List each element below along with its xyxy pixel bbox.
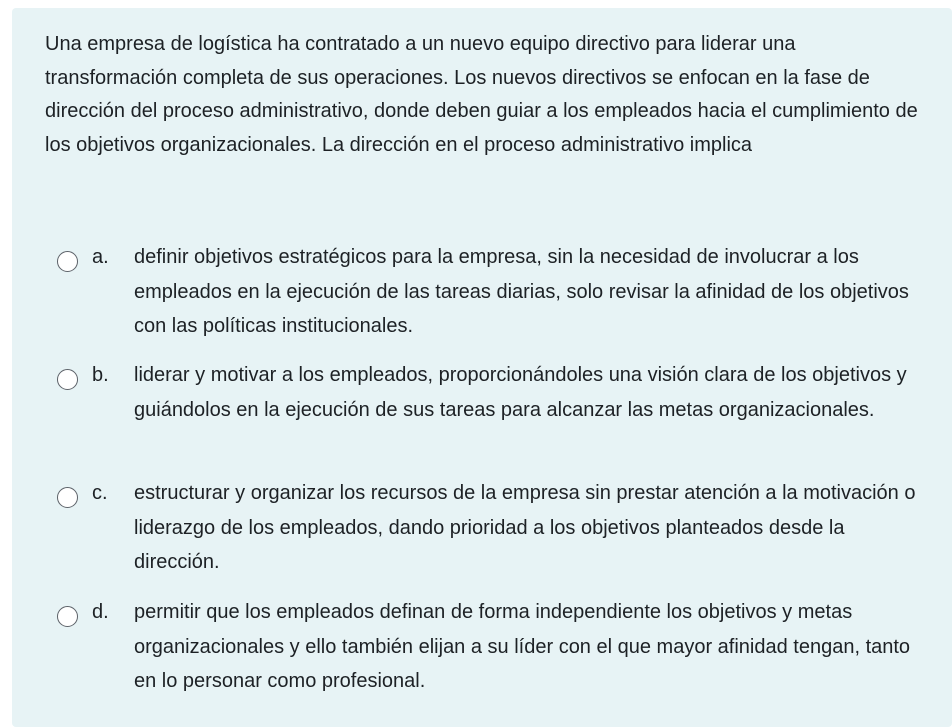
- radio-button-a[interactable]: [57, 251, 78, 272]
- answer-option-a[interactable]: [52, 240, 932, 350]
- answer-option-b[interactable]: [52, 358, 932, 468]
- answer-letter-a: a.: [92, 246, 109, 268]
- answer-text-d: permitir que los empleados definan de forma independiente los objetivos y metas organizacionales y ello también elijan a su líder con el que mayor afinidad tengan, tanto en lo personar como profesional.: [134, 601, 911, 692]
- answer-text-b: liderar y motivar a los empleados, proporcionándoles una visión clara de los objetivos y guiándolos en la ejecución de sus tareas para alcanzar las metas organizacionales.: [134, 364, 907, 421]
- answer-letter-c: c.: [92, 482, 108, 504]
- radio-button-c[interactable]: [57, 487, 78, 508]
- answer-option-d[interactable]: [52, 595, 932, 705]
- question-card: [12, 8, 952, 727]
- answer-letter-d: d.: [92, 601, 109, 623]
- answer-text-c: estructurar y organizar los recursos de la empresa sin prestar atención a la motivación o liderazgo de los empleados, dando prioridad a los objetivos planteados desde la dirección.: [134, 482, 916, 573]
- answer-letter-b: b.: [92, 364, 109, 386]
- question-text: Una empresa de logística ha contratado a un nuevo equipo directivo para liderar una transformación completa de sus operaciones. Los nuevos directivos se enfocan en la fase de dirección del proceso administrativo, donde deben guiar a los empleados hacia el cumplimiento de los objetivos organizacionales. La dirección en el proceso administrativo implica: [45, 33, 918, 156]
- radio-button-b[interactable]: [57, 369, 78, 390]
- radio-button-d[interactable]: [57, 606, 78, 627]
- answer-text-a: definir objetivos estratégicos para la empresa, sin la necesidad de involucrar a los empleados en la ejecución de las tareas diarias, solo revisar la afinidad de los objetivos con las políticas institucionales.: [134, 246, 909, 337]
- answer-option-c[interactable]: [52, 476, 932, 586]
